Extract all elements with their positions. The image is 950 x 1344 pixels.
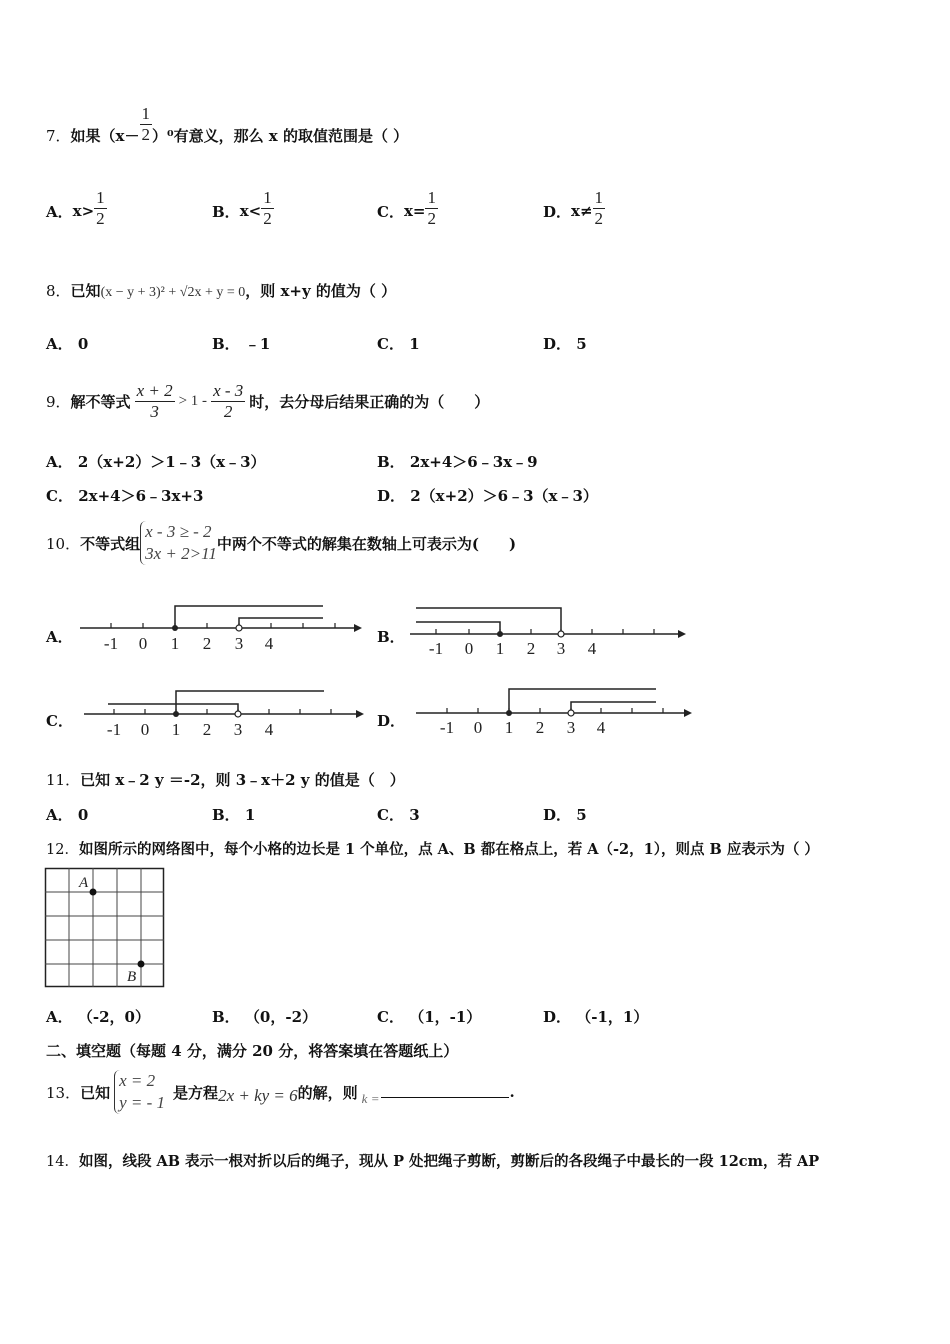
tick-label: -1 — [439, 718, 455, 737]
tick-label: 3 — [233, 720, 243, 739]
q12-option-b[interactable]: B． （0，-2） — [212, 1008, 318, 1026]
q11-option-c[interactable]: C． 3 — [377, 806, 420, 824]
q9-fraction-right: $\frac{x - 3}{2}$ — [213, 380, 244, 421]
q7-option-c[interactable]: C． x= $\frac{1}{2}$ — [377, 187, 436, 228]
tick-label: -1 — [428, 639, 444, 658]
tick-label: 3 — [234, 634, 244, 653]
q7-stem: 7． 如果（x－ $\frac{1}{2}$ ）⁰有意义，那么 x 的取值范围是（ ） — [46, 103, 409, 145]
q8-formula: (x − y + 3)² + √2x + y = 0 — [100, 285, 246, 300]
tick-label: 4 — [587, 639, 597, 658]
q13-answer-blank[interactable] — [381, 1096, 509, 1098]
q14-stem: 14．如图，线段 AB 表示一根对折以后的绳子，现从 P 处把绳子剪断，剪断后的各段绳子中最长的一段 12cm，若 AP — [46, 1153, 820, 1170]
q10-numberline-b[interactable] — [408, 602, 693, 660]
tick-label: 1 — [504, 718, 514, 737]
tick-label: 4 — [264, 634, 274, 653]
tick-label: 1 — [495, 639, 505, 658]
section-2-title: 二、填空题（每题 4 分，满分 20 分，将答案填在答题纸上） — [46, 1042, 459, 1060]
q9-option-a[interactable]: A． 2（x+2）＞1﹣3（x﹣3） — [46, 453, 266, 471]
q9-option-b[interactable]: B． 2x+4＞6﹣3x﹣9 — [377, 453, 538, 471]
q13-equation-system: x = 2 y = - 1 — [114, 1070, 165, 1114]
tick-label: 2 — [202, 720, 212, 739]
q12-grid-figure — [44, 867, 167, 990]
tick-label: 4 — [596, 718, 606, 737]
tick-label: -1 — [106, 720, 122, 739]
q8-option-b[interactable]: B． ﹣1 — [212, 335, 271, 353]
q10-option-a-label[interactable]: A． — [46, 628, 73, 646]
tick-label: 2 — [526, 639, 536, 658]
tick-label: 4 — [264, 720, 274, 739]
q13-stem: 13． 已知 x = 2 y = - 1 是方程 2x + ky = 6 的解，则 k = . — [46, 1071, 515, 1112]
q12-option-a[interactable]: A． （-2，0） — [46, 1008, 150, 1026]
q10-numberline-c[interactable] — [82, 684, 372, 742]
tick-label: 0 — [464, 639, 474, 658]
q10-numberline-a[interactable] — [78, 600, 368, 658]
q8-option-c[interactable]: C． 1 — [377, 335, 420, 353]
q8-option-a[interactable]: A． 0 — [46, 335, 89, 353]
point-b-label: B — [127, 969, 137, 985]
q7-fraction: $\frac{1}{2}$ — [141, 103, 150, 144]
q8-option-d[interactable]: D． 5 — [543, 335, 587, 353]
tick-label: -1 — [103, 634, 119, 653]
q12-option-c[interactable]: C． （1，-1） — [377, 1008, 482, 1026]
q8-stem: 8．已知(x − y + 3)² + √2x + y = 0，则 x+y 的值为（ ） — [46, 282, 397, 300]
point-a-label: A — [79, 875, 89, 891]
tick-label: 1 — [171, 720, 181, 739]
q11-option-b[interactable]: B． 1 — [212, 806, 256, 824]
q7-option-d[interactable]: D． x≠ $\frac{1}{2}$ — [543, 187, 604, 228]
point-a — [90, 889, 97, 896]
tick-label: 0 — [140, 720, 150, 739]
point-b — [138, 961, 145, 968]
q13-k-label: k = — [361, 1091, 380, 1106]
tick-label: 3 — [566, 718, 576, 737]
q10-inequality-system: x - 3 ≥ - 2 3x + 2>11 — [140, 521, 217, 565]
tick-label: 2 — [535, 718, 545, 737]
tick-label: 2 — [202, 634, 212, 653]
tick-label: 0 — [473, 718, 483, 737]
q10-stem: 10． 不等式组 x - 3 ≥ - 2 3x + 2>11 中两个不等式的解集在数轴上可表示为( ) — [46, 522, 517, 563]
q9-option-d[interactable]: D． 2（x+2）＞6﹣3（x﹣3） — [377, 487, 598, 505]
q9-stem: 9． 解不等式 $\frac{x + 2}{3}$ > 1 - $\frac{x - 3}{2}$ 时，去分母后结果正确的为（ ） — [46, 380, 490, 421]
tick-label: 1 — [170, 634, 180, 653]
q10-option-d-label[interactable]: D． — [377, 712, 406, 730]
q11-option-a[interactable]: A． 0 — [46, 806, 89, 824]
q12-stem: 12．如图所示的网络图中，每个小格的边长是 1 个单位，点 A、B 都在格点上，若 A（-2，1），则点 B 应表示为（ ） — [46, 841, 819, 858]
q12-option-d[interactable]: D． （-1，1） — [543, 1008, 649, 1026]
q7-option-b[interactable]: B． x< $\frac{1}{2}$ — [212, 187, 272, 228]
q11-stem: 11．已知 x﹣2 y ＝-2，则 3﹣x＋2 y 的值是（ ） — [46, 771, 405, 789]
q11-option-d[interactable]: D． 5 — [543, 806, 587, 824]
q10-numberline-d[interactable] — [414, 684, 699, 742]
q10-option-c-label[interactable]: C． — [46, 712, 73, 730]
q13-equation: 2x + ky = 6 — [218, 1086, 298, 1105]
q10-option-b-label[interactable]: B． — [377, 628, 405, 646]
q7-option-a[interactable]: A． x> $\frac{1}{2}$ — [46, 187, 105, 228]
q9-fraction-left: $\frac{x + 2}{3}$ — [136, 380, 173, 421]
tick-label: 0 — [138, 634, 148, 653]
q9-option-c[interactable]: C． 2x+4＞6﹣3x+3 — [46, 487, 204, 505]
tick-label: 3 — [556, 639, 566, 658]
